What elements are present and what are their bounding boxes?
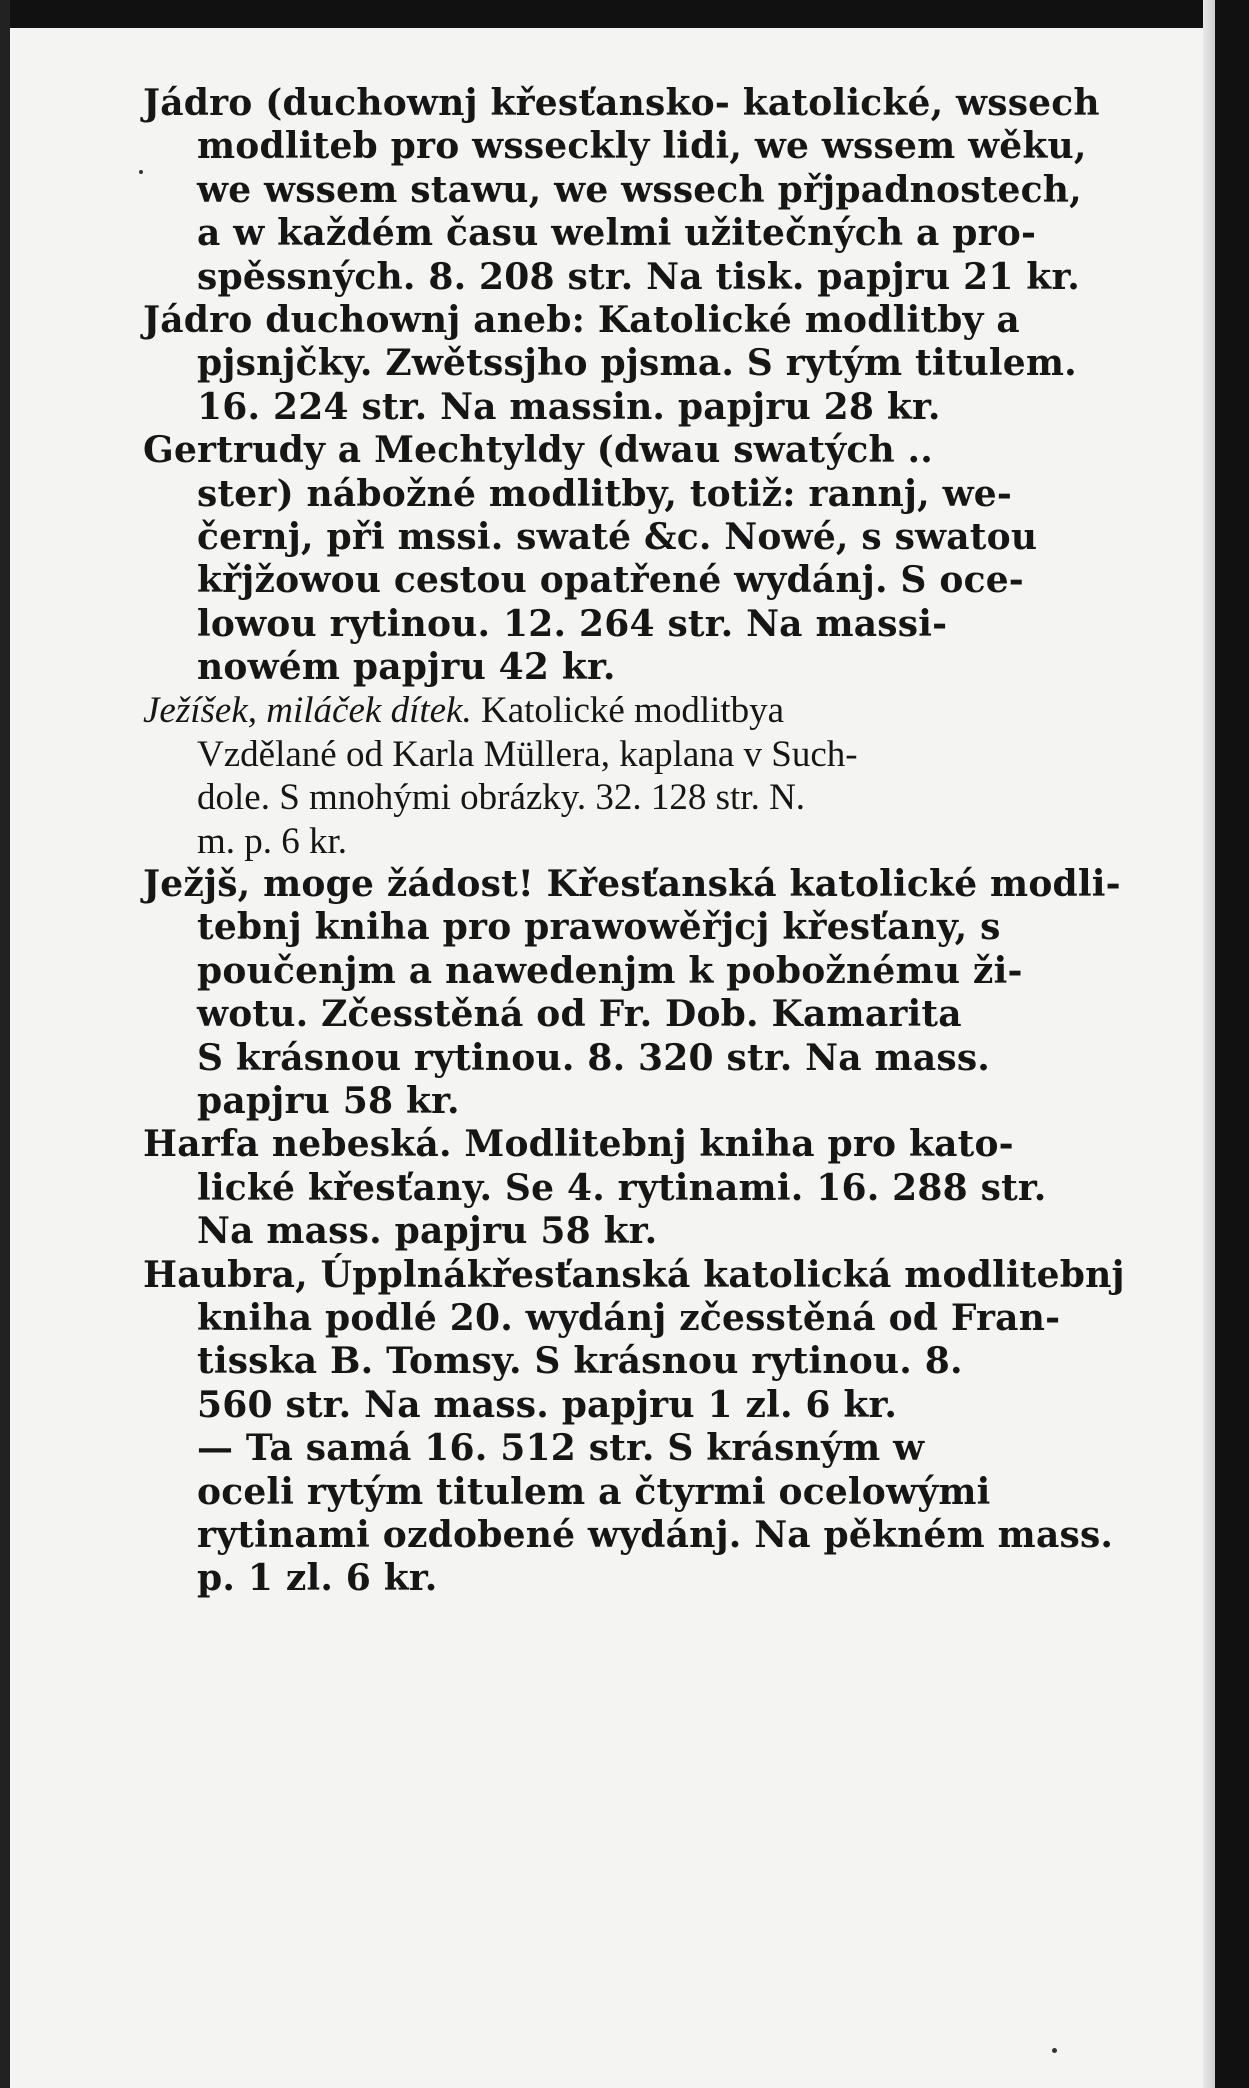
- page-edge-shadow: [1203, 0, 1215, 2088]
- scan-border-right: [1215, 0, 1249, 2088]
- catalog-entry: [143, 1123, 1123, 1253]
- entry-line: dole. S mnohými obrázky. 32. 128 str. N.: [197, 777, 806, 819]
- entry-line: p. 1 zl. 6 kr.: [197, 1557, 438, 1600]
- entry-line: Haubra, Úpplnákřesťanská katolická modlitebnj: [143, 1253, 1125, 1296]
- entry-line: Jádro (duchownj křesťansko- katolické, wssech: [143, 82, 1100, 124]
- entry-line: modliteb pro wsseckly lidi, we wssem wěku,: [197, 125, 1087, 168]
- entry-line: 560 str. Na mass. papjru 1 zl. 6 kr.: [197, 1383, 898, 1426]
- entry-title: Ježíšek, miláček dítek.: [143, 690, 472, 732]
- catalog-entry: [143, 1254, 1123, 1601]
- entry-line: tebnj kniha pro prawowěřjcj křesťany, s: [197, 906, 1001, 949]
- entry-line: papjru 58 kr.: [197, 1079, 460, 1122]
- entry-line: Harfa nebeská. Modlitebnj kniha pro kato-: [143, 1123, 1014, 1166]
- catalog-entry: [143, 299, 1123, 429]
- entry-line: wotu. Zčesstěná od Fr. Dob. Kamarita: [197, 993, 962, 1036]
- entry-line: Vzdělané od Karla Müllera, kaplana v Such-: [197, 733, 858, 775]
- entry-line: m. p. 6 kr.: [197, 820, 348, 862]
- entry-line: pjsnjčky. Zwětssjho pjsma. S rytým titulem.: [197, 342, 1077, 385]
- entry-line: we wssem stawu, we wssech přjpadnostech,: [197, 168, 1082, 211]
- entry-line: 16. 224 str. Na massin. papjru 28 kr.: [197, 385, 941, 428]
- entry-line: [143, 689, 1123, 732]
- entry-line: lowou rytinou. 12. 264 str. Na massi-: [197, 602, 948, 645]
- entry-line: poučenjm a nawedenjm k pobožnému ži-: [197, 949, 1023, 992]
- entry-line: S krásnou rytinou. 8. 320 str. Na mass.: [197, 1036, 991, 1079]
- entry-line: Jádro duchownj aneb: Katolické modlitby a: [143, 298, 1020, 341]
- catalog-entry: [143, 82, 1123, 299]
- entry-line: Na mass. papjru 58 kr.: [197, 1210, 658, 1253]
- catalog-text: [143, 82, 1123, 1601]
- entry-line: kniha podlé 20. wydánj zčesstěná od Fran-: [197, 1296, 1061, 1339]
- dust-speck: [1052, 2048, 1057, 2053]
- entry-line: a w každém času welmi užitečných a pro-: [197, 212, 1037, 255]
- scan-border-left: [0, 0, 10, 2088]
- entry-line: lické křesťany. Se 4. rytinami. 16. 288 str.: [197, 1166, 1047, 1209]
- entry-line: — Ta samá 16. 512 str. S krásným w: [197, 1427, 925, 1470]
- entry-line: Ježjš, moge žádost! Křesťanská katolické modli-: [143, 863, 1121, 906]
- catalog-entry: [143, 689, 1123, 863]
- catalog-entry: [143, 863, 1123, 1123]
- entry-line: Gertrudy a Mechtyldy (dwau swatých ..: [143, 429, 934, 472]
- entry-line: nowém papjru 42 kr.: [197, 646, 616, 689]
- entry-line: křjžowou cestou opatřené wydánj. S oce-: [197, 559, 1024, 602]
- entry-line: rytinami ozdobené wydánj. Na pěkném mass.: [197, 1513, 1114, 1556]
- entry-line: spěssných. 8. 208 str. Na tisk. papjru 21 kr.: [197, 255, 1081, 298]
- scan-border-top: [0, 0, 1249, 28]
- entry-line: ster) nábožné modlitby, totiž: rannj, we-: [197, 472, 1013, 515]
- catalog-entry: [143, 429, 1123, 689]
- entry-text: Katolické modlitbya: [480, 690, 785, 732]
- entry-line: oceli rytým titulem a čtyrmi ocelowými: [197, 1470, 991, 1513]
- entry-line: černj, při mssi. swaté &c. Nowé, s swatou: [197, 515, 1038, 558]
- entry-line: tisska B. Tomsy. S krásnou rytinou. 8.: [197, 1340, 963, 1383]
